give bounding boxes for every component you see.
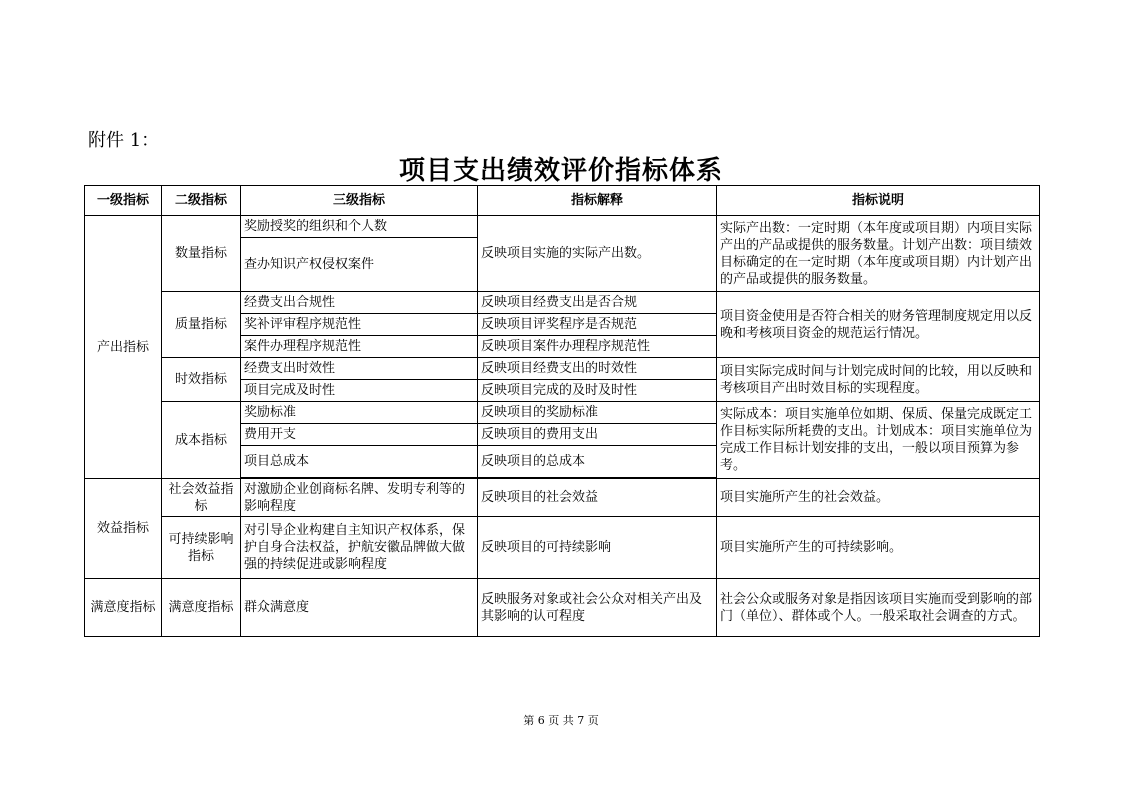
level2-cell: 社会效益指标 — [162, 479, 241, 517]
header-level2: 二级指标 — [162, 186, 241, 216]
explanation-cell: 反映项目案件办理程序规范性 — [478, 336, 717, 358]
table-row — [85, 402, 1040, 424]
table-row — [85, 479, 1040, 517]
page-footer: 第 6 页 共 7 页 — [523, 714, 599, 727]
level3-cell: 查办知识产权侵权案件 — [241, 238, 478, 292]
explanation-cell: 反映项目完成的及时及时性 — [478, 380, 717, 402]
explanation-cell: 反映项目经费支出是否合规 — [478, 292, 717, 314]
level1-cell: 产出指标 — [85, 216, 162, 479]
level2-cell: 可持续影响指标 — [162, 517, 241, 579]
level2-cell: 质量指标 — [162, 292, 241, 358]
level3-cell: 项目总成本 — [241, 446, 478, 478]
explanation-cell: 反映服务对象或社会公众对相关产出及其影响的认可程度 — [478, 579, 717, 637]
description-cell: 项目资金使用是否符合相关的财务管理制度规定用以反晚和考核项目资金的规范运行情况。 — [717, 292, 1040, 358]
table-row — [85, 292, 1040, 314]
level3-cell: 经费支出时效性 — [241, 358, 478, 380]
attachment-label: 附件 1： — [88, 130, 160, 151]
level1-cell: 满意度指标 — [85, 579, 162, 637]
level3-cell: 奖补评审程序规范性 — [241, 314, 478, 336]
table-header-row — [85, 186, 1040, 216]
explanation-cell: 反映项目的社会效益 — [478, 479, 717, 517]
indicator-table — [84, 185, 1040, 637]
level3-cell: 案件办理程序规范性 — [241, 336, 478, 358]
description-cell: 实际成本：项目实施单位如期、保质、保量完成既定工作目标实际所耗费的支出。计划成本：项目实施单位为完成工作目标计划安排的支出，一般以项目预算为参考。 — [717, 402, 1040, 479]
level2-cell: 数量指标 — [162, 216, 241, 292]
explanation-cell: 反映项目的可持续影响 — [478, 517, 717, 579]
level2-cell: 时效指标 — [162, 358, 241, 402]
level3-cell: 费用开支 — [241, 424, 478, 446]
table-row — [85, 358, 1040, 380]
level1-cell: 效益指标 — [85, 479, 162, 579]
explanation-cell: 反映项目评奖程序是否规范 — [478, 314, 717, 336]
table-row — [85, 579, 1040, 637]
header-description: 指标说明 — [717, 186, 1040, 216]
page-title: 项目支出绩效评价指标体系 — [398, 156, 723, 186]
level2-cell: 成本指标 — [162, 402, 241, 479]
explanation-cell: 反映项目实施的实际产出数。 — [478, 216, 717, 292]
explanation-cell: 反映项目经费支出的时效性 — [478, 358, 717, 380]
level3-cell: 对引导企业构建自主知识产权体系，保护自身合法权益，护航安徽品牌做大做强的持续促进或影响程度 — [241, 517, 478, 579]
level2-cell: 满意度指标 — [162, 579, 241, 637]
table-row — [85, 517, 1040, 579]
level3-cell: 奖励标准 — [241, 402, 478, 424]
header-level1: 一级指标 — [85, 186, 162, 216]
level3-cell: 奖励授奖的组织和个人数 — [241, 216, 478, 238]
description-cell: 项目实施所产生的可持续影响。 — [717, 517, 1040, 579]
explanation-cell: 反映项目的总成本 — [478, 446, 717, 478]
header-explanation: 指标解释 — [478, 186, 717, 216]
description-cell: 实际产出数：一定时期（本年度或项目期）内项目实际产出的产品或提供的服务数量。计划产出数：项目绩效目标确定的在一定时期（本年度或项目期）内计划产出的产品或提供的服务数量。 — [717, 216, 1040, 292]
level3-cell: 对激励企业创商标名牌、发明专利等的影响程度 — [241, 479, 478, 517]
description-cell: 社会公众或服务对象是指因该项目实施而受到影响的部门（单位）、群体或个人。一般采取社会调查的方式。 — [717, 579, 1040, 637]
level3-cell: 项目完成及时性 — [241, 380, 478, 402]
description-cell: 项目实施所产生的社会效益。 — [717, 479, 1040, 517]
header-level3: 三级指标 — [241, 186, 478, 216]
table-row — [85, 216, 1040, 238]
level3-cell: 经费支出合规性 — [241, 292, 478, 314]
explanation-cell: 反映项目的费用支出 — [478, 424, 717, 446]
explanation-cell: 反映项目的奖励标准 — [478, 402, 717, 424]
description-cell: 项目实际完成时间与计划完成时间的比较，用以反映和考核项目产出时效目标的实现程度。 — [717, 358, 1040, 402]
level3-cell: 群众满意度 — [241, 579, 478, 637]
